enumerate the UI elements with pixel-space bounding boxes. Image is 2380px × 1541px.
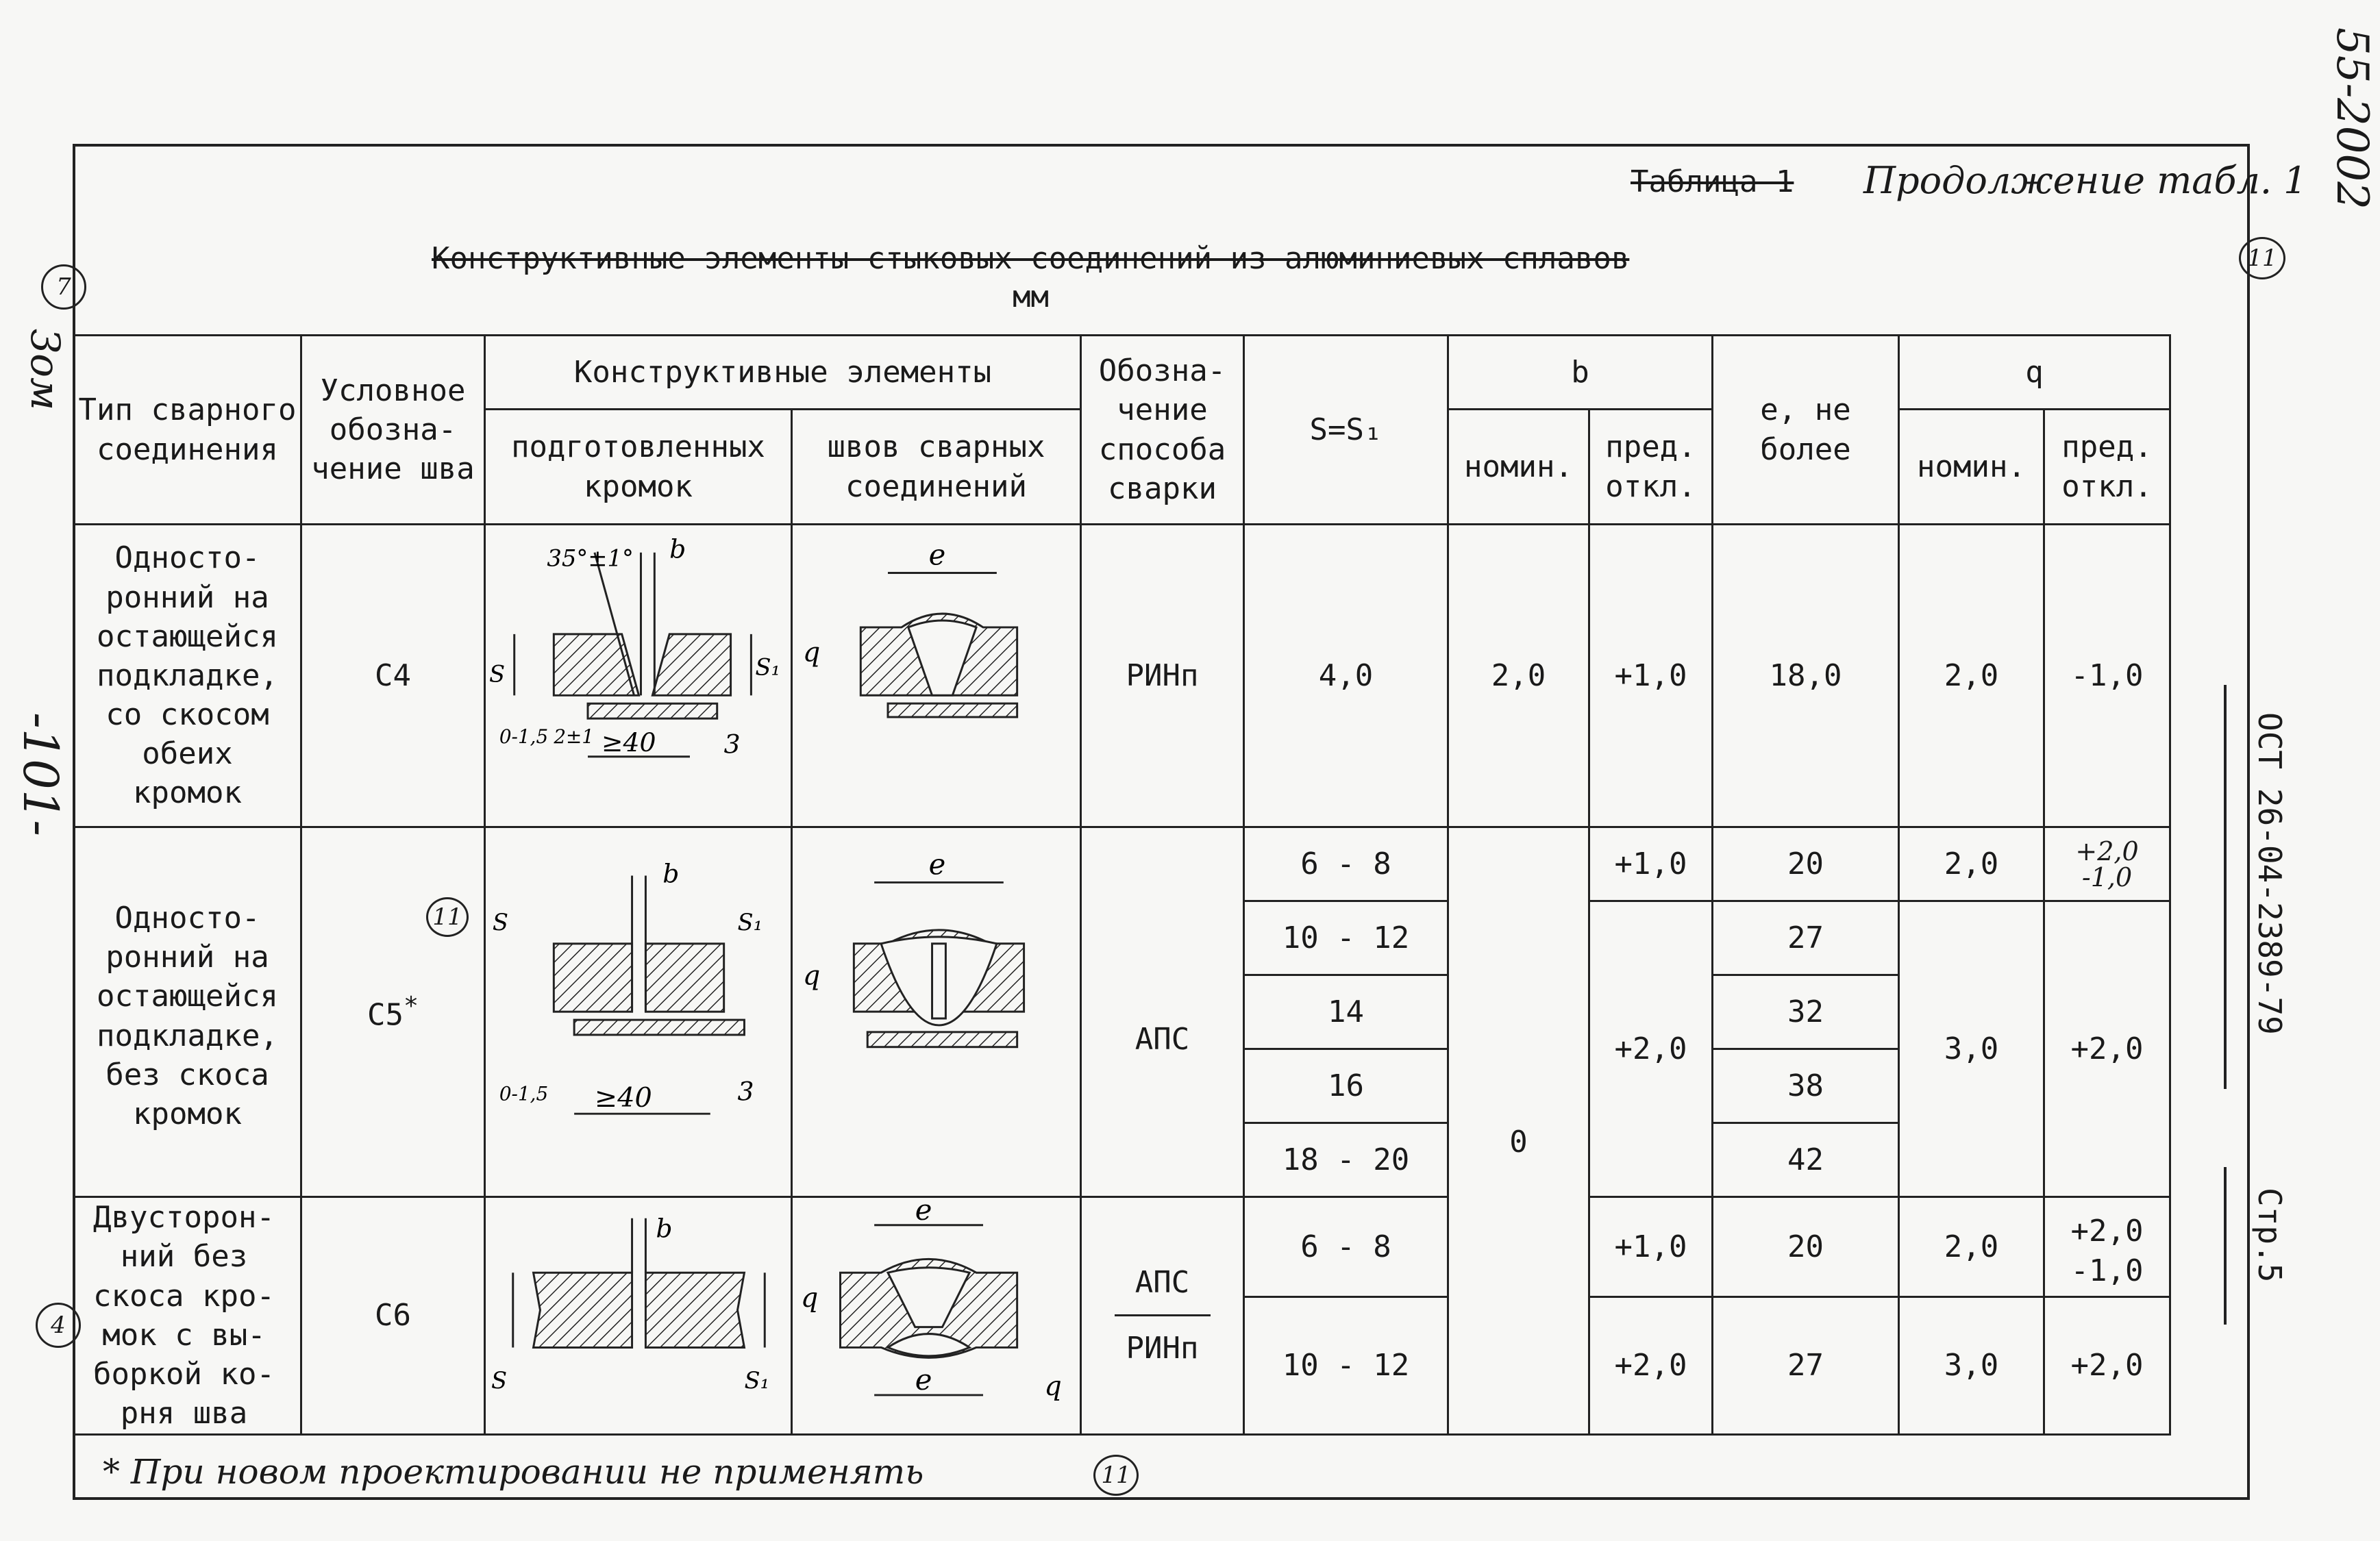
page-number: Стр.5 <box>2251 1188 2288 1283</box>
c4-q-dev: -1,0 <box>2044 525 2170 827</box>
weld-elements-table <box>73 334 2171 1436</box>
table-title: Конструктивные элементы стыковых соединений из алюминиевых сплавов <box>432 241 1630 276</box>
c6-s-0: 6 - 8 <box>1244 1197 1448 1297</box>
c6-b-dev-1: +2,0 <box>1589 1297 1713 1434</box>
left-circle-mark: 4 <box>36 1303 81 1348</box>
c4-type: Односто- ронний на остающейся подкладке, со скосом обеих кромок <box>74 525 301 827</box>
footnote-revision-mark: 11 <box>1093 1455 1139 1496</box>
c5-process: АПС <box>1081 827 1244 1197</box>
c6-edge-svg <box>486 1198 791 1433</box>
c4-weld-drawing <box>792 525 1081 827</box>
document-code: ОСТ 26-04-2389-79 <box>2251 712 2288 1035</box>
c6-e-label-bottom: e <box>915 1363 932 1397</box>
page-rule <box>2224 1167 2227 1325</box>
continuation-note: Продолжение табл. 1 <box>1863 159 2307 202</box>
c4-q-label: q <box>802 636 821 668</box>
c6-symbol: С6 <box>301 1197 485 1435</box>
c5-b-nom: 0 <box>1448 827 1589 1435</box>
c6-process-1: РИНп <box>1126 1331 1199 1366</box>
footnote: * При новом проектировании не применять <box>103 1452 924 1492</box>
c4-three-label: 3 <box>723 729 741 760</box>
c6-q-dev-1: +2,0 <box>2044 1297 2170 1434</box>
c4-process: РИНп <box>1081 525 1244 827</box>
left-handwritten-note: Зом <box>22 329 69 411</box>
c4-s1-label: S₁ <box>755 653 781 681</box>
c4-e-label: e <box>928 538 946 572</box>
header-b-dev: пред. откл. <box>1589 410 1713 525</box>
c6-e-label-top: e <box>915 1198 932 1227</box>
c5-q-nom-1: 3,0 <box>1899 901 2044 1197</box>
c6-q-nom-1: 3,0 <box>1899 1297 2044 1434</box>
c5-q-dev-1: +2,0 <box>2044 901 2170 1197</box>
header-process: Обозна- чение способа сварки <box>1081 336 1244 525</box>
c5-e-2: 32 <box>1713 975 1899 1049</box>
left-circle-mark-top: 7 <box>41 264 86 310</box>
c5-asterisk: * <box>403 990 419 1020</box>
c5-b-dev-1: +2,0 <box>1589 901 1713 1197</box>
c4-e: 18,0 <box>1713 525 1899 827</box>
c5-s-3: 16 <box>1244 1049 1448 1123</box>
header-b-nom: номин. <box>1448 410 1589 525</box>
c5-q-dev-0: +2,0 -1,0 <box>2044 827 2170 901</box>
table-label: Таблица 1 <box>1631 164 1794 199</box>
c6-process-cell <box>1081 1197 1244 1435</box>
doc-code-rule <box>2224 685 2227 1089</box>
c5-s-label: S <box>492 909 509 936</box>
c4-b-dev: +1,0 <box>1589 525 1713 827</box>
c5-weld-drawing <box>792 827 1081 1197</box>
c6-b-dev-0: +1,0 <box>1589 1197 1713 1297</box>
c4-b-nom: 2,0 <box>1448 525 1589 827</box>
c6-process-0: АПС <box>1135 1265 1190 1301</box>
c4-q-nom: 2,0 <box>1899 525 2044 827</box>
header-s: S=S₁ <box>1244 336 1448 525</box>
c6-q-label-top: q <box>800 1281 819 1314</box>
c5-symbol: С5 <box>367 997 404 1033</box>
c6-weld-svg <box>793 1198 1080 1433</box>
header-q: q <box>1899 336 2170 410</box>
c6-s1-label: S₁ <box>744 1367 770 1394</box>
c4-gap-label: 0-1,5 <box>499 725 549 748</box>
c6-s-label: S <box>491 1367 508 1394</box>
c4-s: 4,0 <box>1244 525 1448 827</box>
c5-s1-label: S₁ <box>737 909 763 936</box>
c4-weld-svg <box>793 525 1080 826</box>
c6-b-label: b <box>656 1213 673 1244</box>
header-welds: швов сварных соединений <box>792 410 1081 525</box>
c6-q-dev-0: +2,0 -1,0 <box>2044 1197 2170 1297</box>
c5-s-0: 6 - 8 <box>1244 827 1448 901</box>
c5-e-label: e <box>928 847 946 881</box>
c4-symbol: С4 <box>301 525 485 827</box>
header-e: e, не более <box>1713 336 1899 525</box>
unit-label: мм <box>1013 279 1049 314</box>
c5-edge-drawing <box>485 827 792 1197</box>
c5-b-dev-0: +1,0 <box>1589 827 1713 901</box>
c5-e-0: 20 <box>1713 827 1899 901</box>
left-page-number: -101- <box>12 712 69 836</box>
c5-q-label: q <box>802 960 821 992</box>
c5-type: Односто- ронний на остающейся подкладке, без скоса кромок <box>74 827 301 1197</box>
c5-revision-mark: 11 <box>426 897 469 937</box>
c5-s-1: 10 - 12 <box>1244 901 1448 975</box>
c5-symbol-cell <box>301 827 485 1197</box>
c6-e-0: 20 <box>1713 1197 1899 1297</box>
c6-e-1: 27 <box>1713 1297 1899 1434</box>
c5-e-4: 42 <box>1713 1123 1899 1197</box>
revision-mark-top: 11 <box>2239 237 2285 279</box>
header-type: Тип сварного соединения <box>74 336 301 525</box>
c4-edge-svg <box>486 525 791 826</box>
c5-weld-svg <box>793 828 1080 1195</box>
c6-type: Двусторон- ний без скоса кро- мок с вы- боркой ко- рня шва <box>74 1197 301 1435</box>
header-q-dev: пред. откл. <box>2044 410 2170 525</box>
header-symbol: Условное обозна- чение шва <box>301 336 485 525</box>
c5-three-label: 3 <box>737 1076 754 1107</box>
right-archive-number: 55-2002 <box>2327 27 2377 210</box>
c5-gap-label: 0-1,5 <box>499 1082 549 1105</box>
header-q-nom: номин. <box>1899 410 2044 525</box>
c6-weld-drawing <box>792 1197 1081 1435</box>
c4-angle-label: 35°±1° <box>547 544 634 572</box>
c5-edge-svg <box>486 828 791 1195</box>
c5-min-len-label: ≥40 <box>594 1082 652 1114</box>
c5-s-4: 18 - 20 <box>1244 1123 1448 1197</box>
c5-b-label: b <box>662 858 680 889</box>
c6-q-label-bottom: q <box>1044 1370 1062 1403</box>
c5-e-3: 38 <box>1713 1049 1899 1123</box>
c6-q-nom-0: 2,0 <box>1899 1197 2044 1297</box>
c4-s-label: S <box>488 660 506 688</box>
header-prepared: подготовленных кромок <box>485 410 792 525</box>
c6-process-divider <box>1115 1314 1211 1316</box>
c6-s-1: 10 - 12 <box>1244 1297 1448 1434</box>
c6-edge-drawing <box>485 1197 792 1435</box>
c4-edge-drawing <box>485 525 792 827</box>
c5-e-1: 27 <box>1713 901 1899 975</box>
header-b: b <box>1448 336 1713 410</box>
c4-b-label: b <box>669 534 686 564</box>
header-elements: Конструктивные элементы <box>485 336 1081 410</box>
c4-step-label: 2±1 <box>554 725 595 748</box>
c5-q-nom-0: 2,0 <box>1899 827 2044 901</box>
c5-s-2: 14 <box>1244 975 1448 1049</box>
c4-min-len-label: ≥40 <box>601 727 656 757</box>
